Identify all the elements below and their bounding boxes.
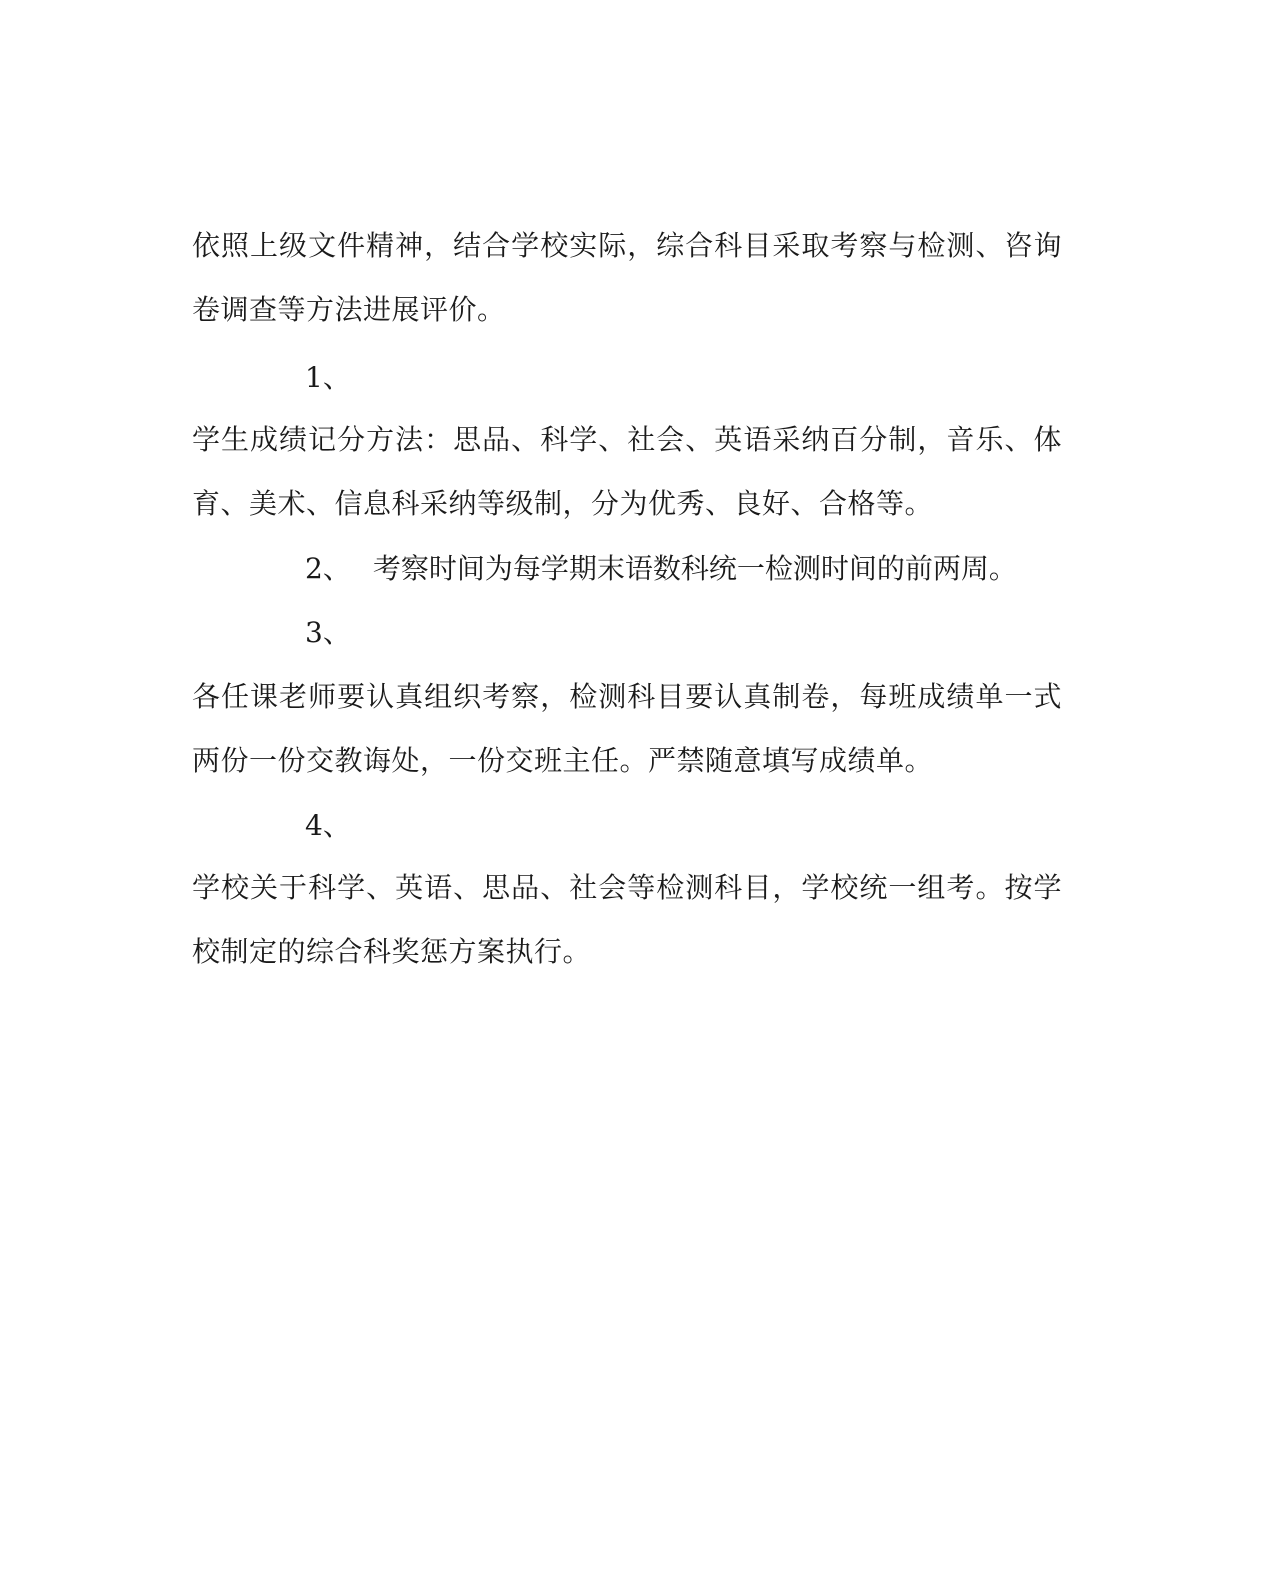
item-1-line-2: 育、美术、信息科采纳等级制，分为优秀、良好、合格等。: [192, 487, 934, 520]
intro-paragraph: [192, 214, 1062, 342]
item-2-paragraph: [305, 537, 1017, 601]
intro-line-1: 依照上级文件精神，结合学校实际，综合科目采取考察与检测、咨询: [192, 229, 1062, 262]
item-4-line-2: 校制定的综合科奖惩方案执行。: [192, 935, 592, 968]
item-3-line-2: 两份一份交教诲处，一份交班主任。严禁随意填写成绩单。: [192, 744, 934, 777]
intro-line-2: 卷调查等方法进展评价。: [192, 293, 506, 326]
item-3-number: 3、: [305, 616, 351, 649]
item-2-number: 2、: [305, 552, 351, 585]
item-3-line-1: 各任课老师要认真组织考察，检测科目要认真制卷，每班成绩单一式: [192, 680, 1062, 713]
item-4-line-1: 学校关于科学、英语、思品、社会等检测科目，学校统一组考。按学: [192, 871, 1062, 904]
item-2-text: 考察时间为每学期末语数科统一检测时间的前两周。: [372, 552, 1017, 585]
item-4-paragraph: [192, 856, 1062, 984]
item-1-line-1: 学生成绩记分方法：思品、科学、社会、英语采纳百分制，音乐、体: [192, 423, 1062, 456]
item-3-paragraph: [192, 665, 1062, 793]
item-1-number: 1、: [305, 361, 351, 394]
item-1-paragraph: [192, 408, 1062, 536]
item-4-number: 4、: [305, 809, 351, 842]
